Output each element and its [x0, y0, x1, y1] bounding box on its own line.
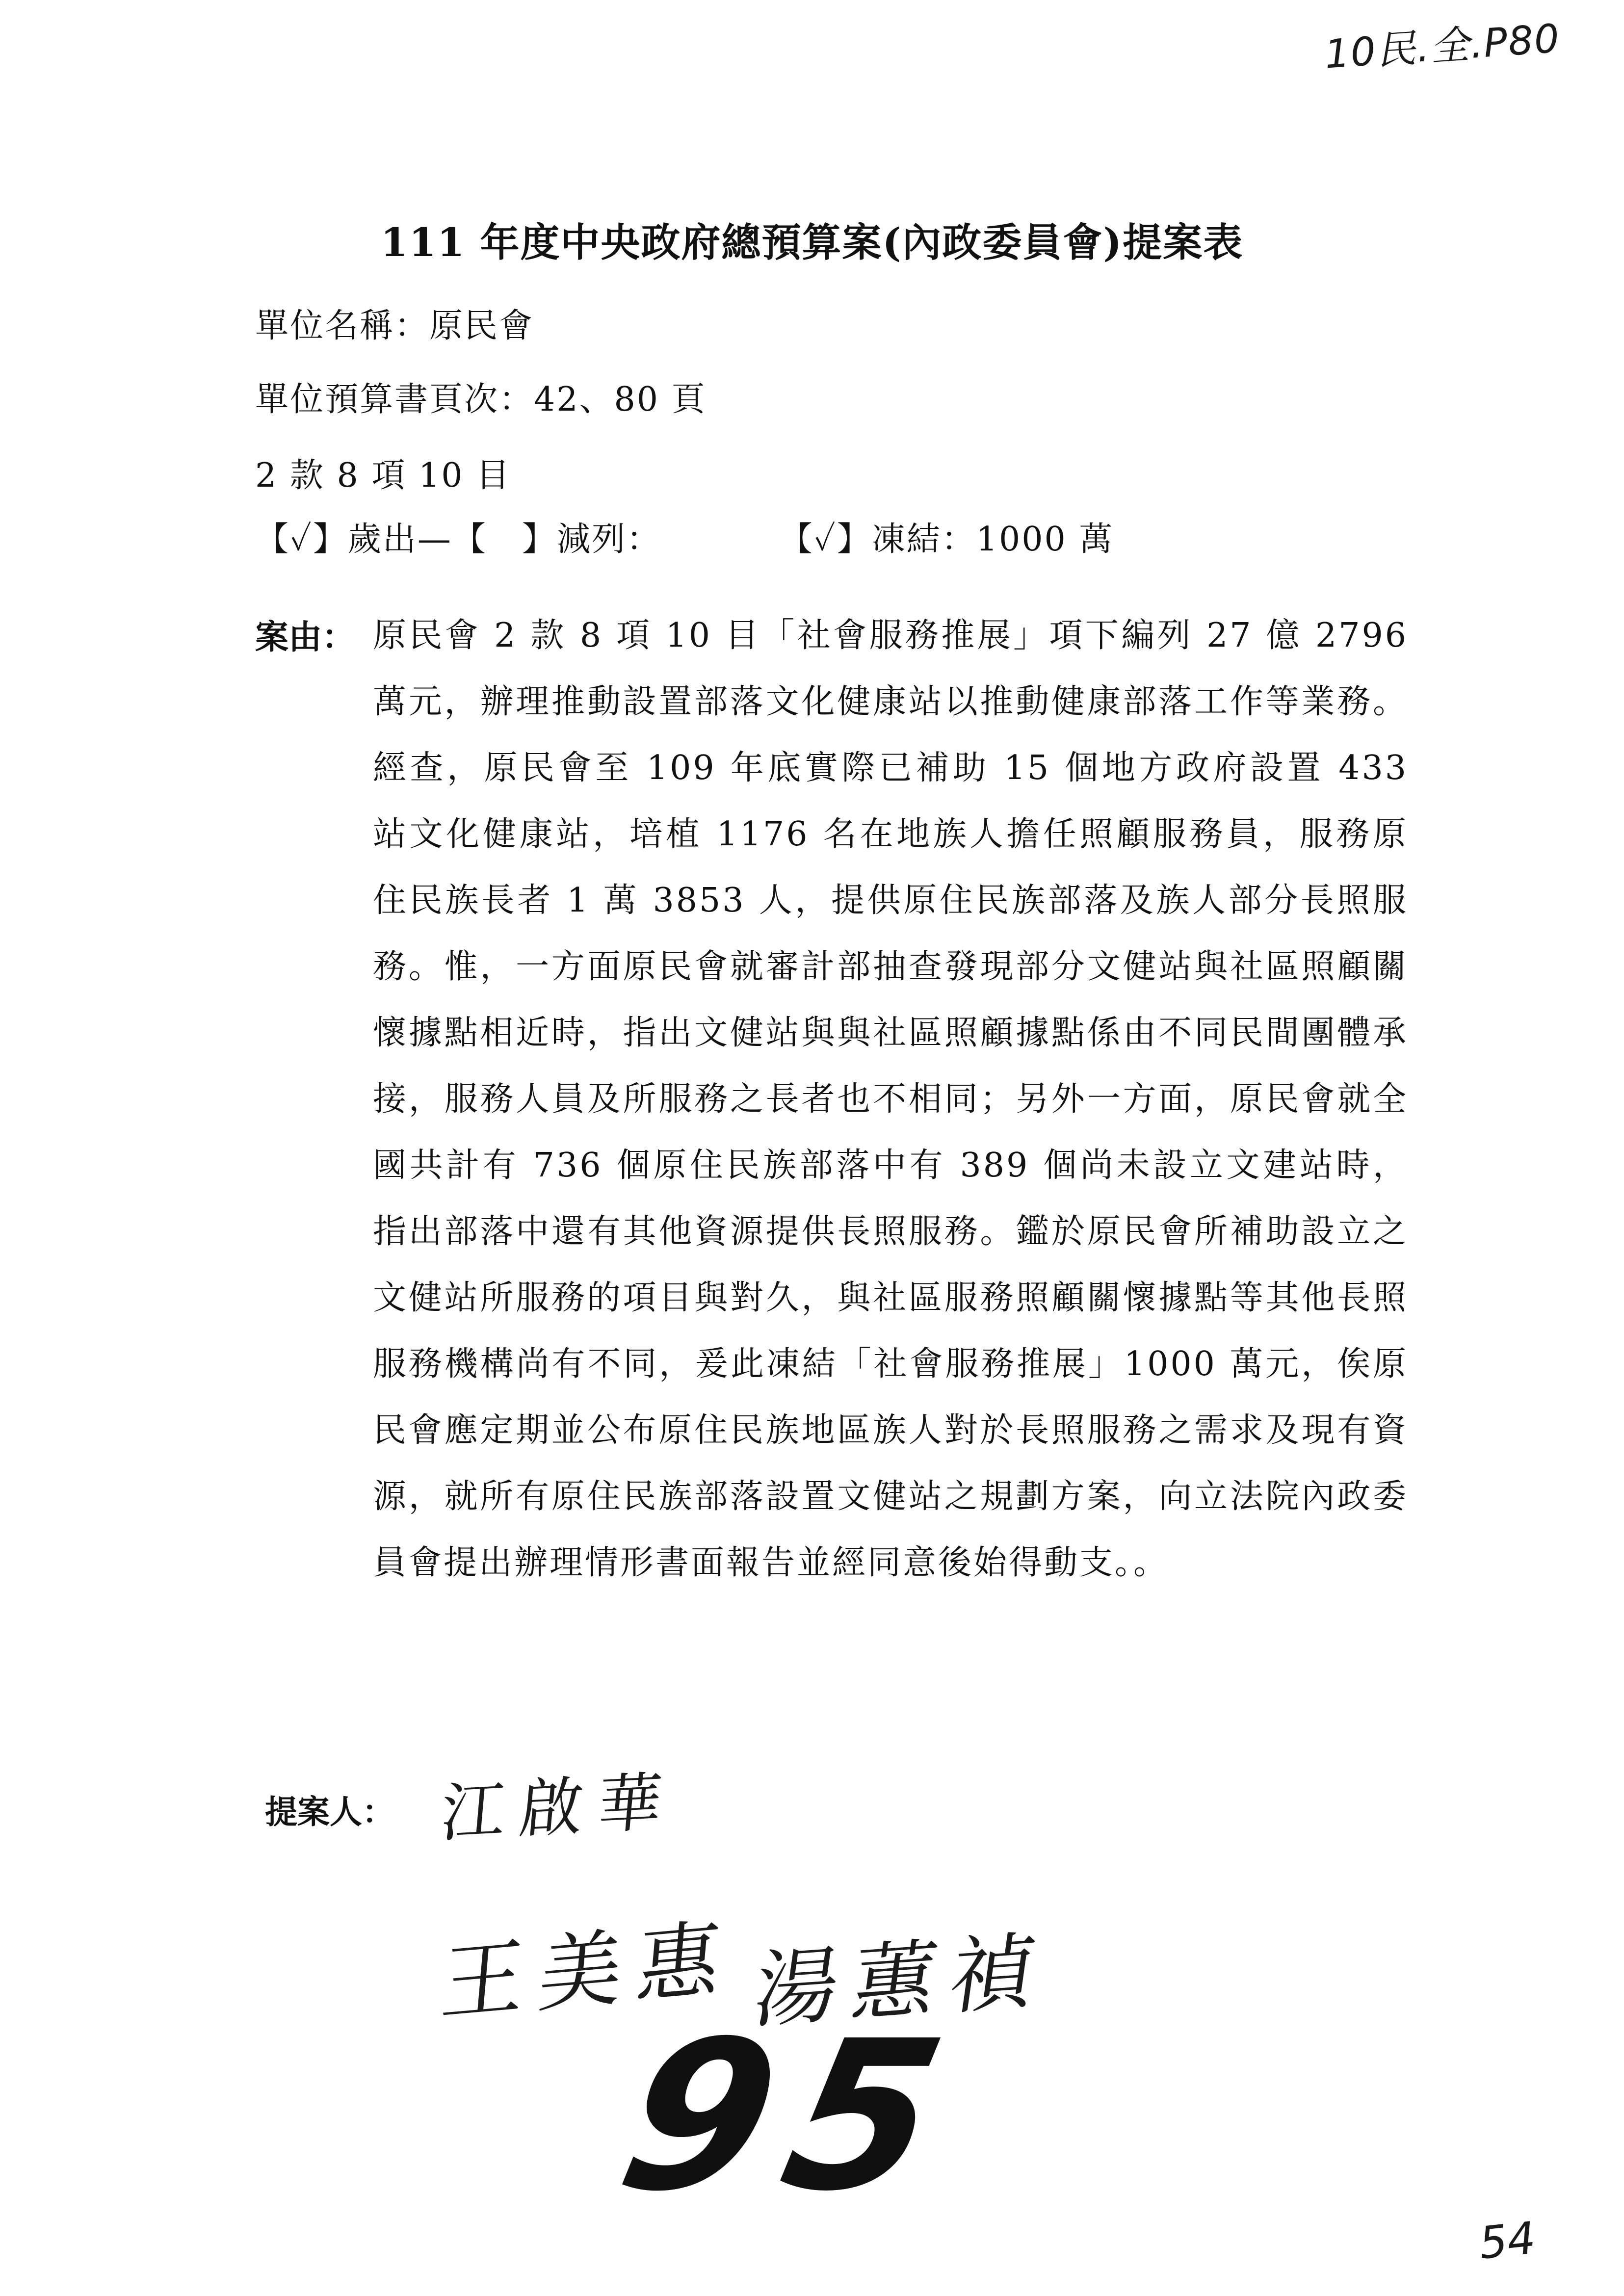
- signature-3: 湯蕙禎: [748, 1922, 1056, 2041]
- unit-name: 單位名稱：原民會: [255, 307, 534, 345]
- check-spacer: [661, 513, 779, 560]
- expenditure-reduction-checks: 【✓】歲出—【 】減列：: [255, 520, 661, 559]
- proposer-label: 提案人：: [265, 1793, 394, 1831]
- page-mark: 54: [1477, 2212, 1539, 2270]
- check-row: [255, 513, 1114, 560]
- freeze-check: 【✓】凍結：1000 萬: [779, 520, 1114, 559]
- signature-2: 王美惠: [437, 1909, 739, 2034]
- signature-1: 江啟華: [438, 1764, 680, 1852]
- corner-handwritten-note: 10民.全.P80: [1323, 15, 1562, 78]
- budget-item: 2 款 8 項 10 目: [255, 456, 511, 495]
- reason-text: 原民會 2 款 8 項 10 目「社會服務推展」項下編列 27 億 2796 萬元，辦理推動設置部落文化健康站以推動健康部落工作等業務。經查，原民會至 109 年底實際已補助 15 個地方政府設置 433 站文化健康站，培植 1176 名在地族人擔任照顧服務員，服務原住民族長者 1 萬 3853 人，提供原住民族部落及族人部分長照服務。惟，一方面原民會就審計部抽查發現部分文健站與社區照顧關懷據點相近時，指出文健站與與社區照顧據點係由不同民間團體承接，服務人員及所服務之長者也不相同；另外一方面，原民會就全國共計有 736 個原住民族部落中有 389 個尚未設立文建站時，指出部落中還有其他資源提供長照服務。鑑於原民會所補助設立之文健站所服務的項目與對久，與社區服務照顧關懷據點等其他長照服務機構尚有不同，爰此凍結「社會服務推展」1000 萬元，俟原民會應定期並公布原住民族地區族人對於長照服務之需求及現有資源，就所有原住民族部落設置文健站之規劃方案，向立法院內政委員會提出辦理情形書面報告並經同意後始得動支。。: [373, 616, 1408, 1582]
- page-title: 111 年度中央政府總預算案(內政委員會)提案表: [380, 219, 1244, 265]
- handwritten-number: 95: [602, 1997, 980, 2237]
- reason-label: 案由：: [255, 618, 356, 657]
- unit-budget-pages: 單位預算書頁次：42、80 頁: [255, 380, 707, 419]
